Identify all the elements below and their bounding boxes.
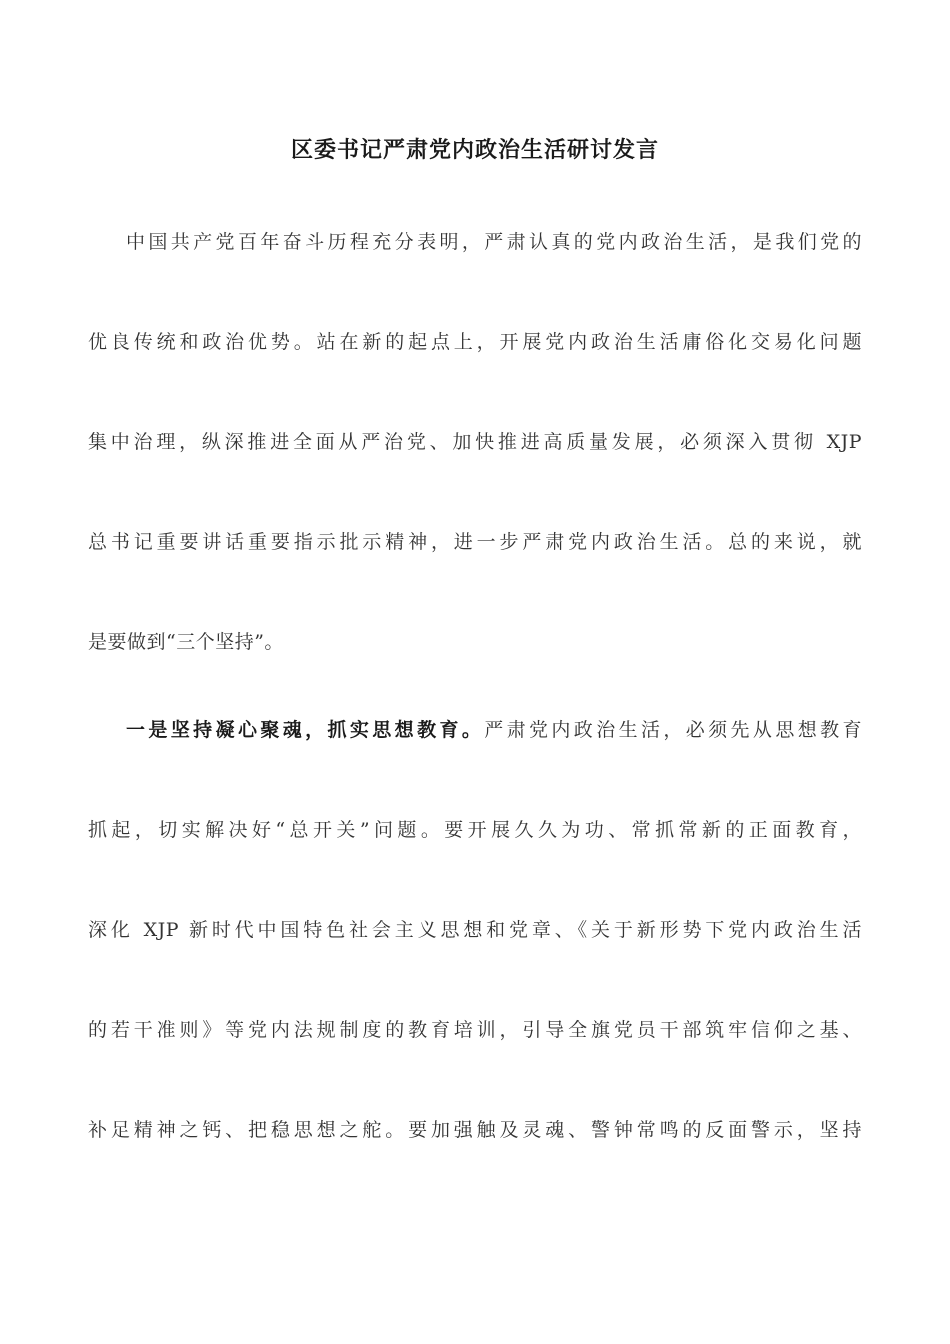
document-title: 区委书记严肃党内政治生活研讨发言 (290, 137, 659, 163)
paragraph-line: 中国共产党百年奋斗历程充分表明，严肃认真的党内政治生活，是我们党的 (126, 231, 862, 253)
paragraph-line: 集中治理，纵深推进全面从严治党、加快推进高质量发展，必须深入贯彻 XJP (88, 431, 862, 453)
paragraph-line: 是要做到“三个坚持”。 (88, 631, 284, 653)
paragraph-line: 总书记重要讲话重要指示批示精神，进一步严肃党内政治生活。总的来说，就 (88, 531, 862, 553)
section-heading: 一是坚持凝心聚魂，抓实思想教育。 (126, 719, 485, 741)
paragraph-text: 严肃党内政治生活，必须先从思想教育 (484, 719, 862, 741)
paragraph-line: 的若干准则》等党内法规制度的教育培训，引导全旗党员干部筑牢信仰之基、 (88, 1019, 862, 1041)
paragraph-line: 深化 XJP 新时代中国特色社会主义思想和党章、《关于新形势下党内政治生活 (88, 919, 862, 941)
paragraph-line: 补足精神之钙、把稳思想之舵。要加强触及灵魂、警钟常鸣的反面警示，坚持 (88, 1119, 862, 1141)
paragraph-line: 优良传统和政治优势。站在新的起点上，开展党内政治生活庸俗化交易化问题 (88, 331, 862, 353)
paragraph-line: 抓起，切实解决好“总开关”问题。要开展久久为功、常抓常新的正面教育， (88, 819, 862, 841)
paragraph-line-with-heading (126, 716, 862, 744)
